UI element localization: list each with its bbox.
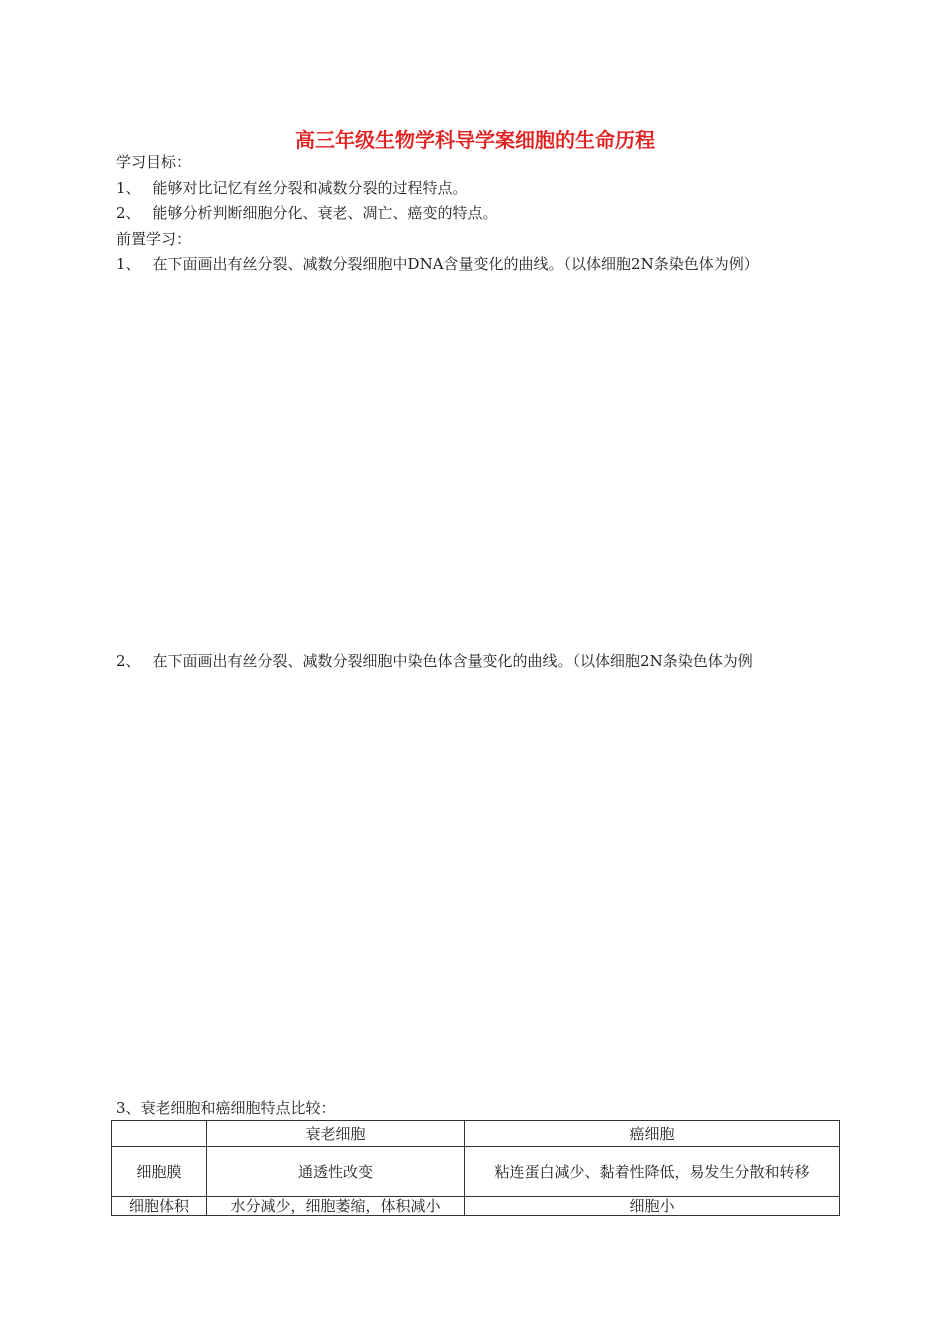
table-header-cell: 衰老细胞 — [207, 1121, 465, 1147]
question-number: 2、 — [116, 652, 141, 670]
question-2 — [116, 651, 753, 671]
table-cell: 细胞膜 — [112, 1147, 207, 1197]
table-header-row — [112, 1121, 840, 1147]
objective-item-1 — [116, 178, 468, 198]
preview-heading: 前置学习： — [116, 230, 192, 248]
objective-number: 2、 — [116, 204, 141, 222]
table-cell: 通透性改变 — [207, 1147, 465, 1197]
table-cell: 水分减少，细胞萎缩，体积减小 — [207, 1197, 465, 1216]
objective-item-2 — [116, 203, 498, 223]
objective-text: 能够对比记忆有丝分裂和减数分裂的过程特点。 — [152, 179, 468, 197]
objective-number: 1、 — [116, 179, 141, 197]
table-row — [112, 1197, 840, 1216]
question-1 — [116, 254, 759, 274]
objectives-heading: 学习目标： — [116, 153, 192, 171]
table-header-cell: 癌细胞 — [465, 1121, 840, 1147]
objective-text: 能够分析判断细胞分化、衰老、凋亡、癌变的特点。 — [152, 204, 498, 222]
question-text: 在下面画出有丝分裂、减数分裂细胞中DNA含量变化的曲线。（以体细胞2N条染色体为例） — [152, 255, 759, 273]
page-title: 高三年级生物学科导学案细胞的生命历程 — [295, 128, 655, 152]
table-row — [112, 1147, 840, 1197]
table-cell: 细胞体积 — [112, 1197, 207, 1216]
comparison-table — [111, 1120, 840, 1216]
question-text: 在下面画出有丝分裂、减数分裂细胞中染色体含量变化的曲线。（以体细胞2N条染色体为例 — [152, 652, 753, 670]
table-cell: 粘连蛋白减少、黏着性降低，易发生分散和转移 — [465, 1147, 840, 1197]
table-header-cell — [112, 1121, 207, 1147]
table-cell: 细胞小 — [465, 1197, 840, 1216]
question-number: 1、 — [116, 255, 141, 273]
question-3: 3、衰老细胞和癌细胞特点比较： — [116, 1099, 336, 1117]
